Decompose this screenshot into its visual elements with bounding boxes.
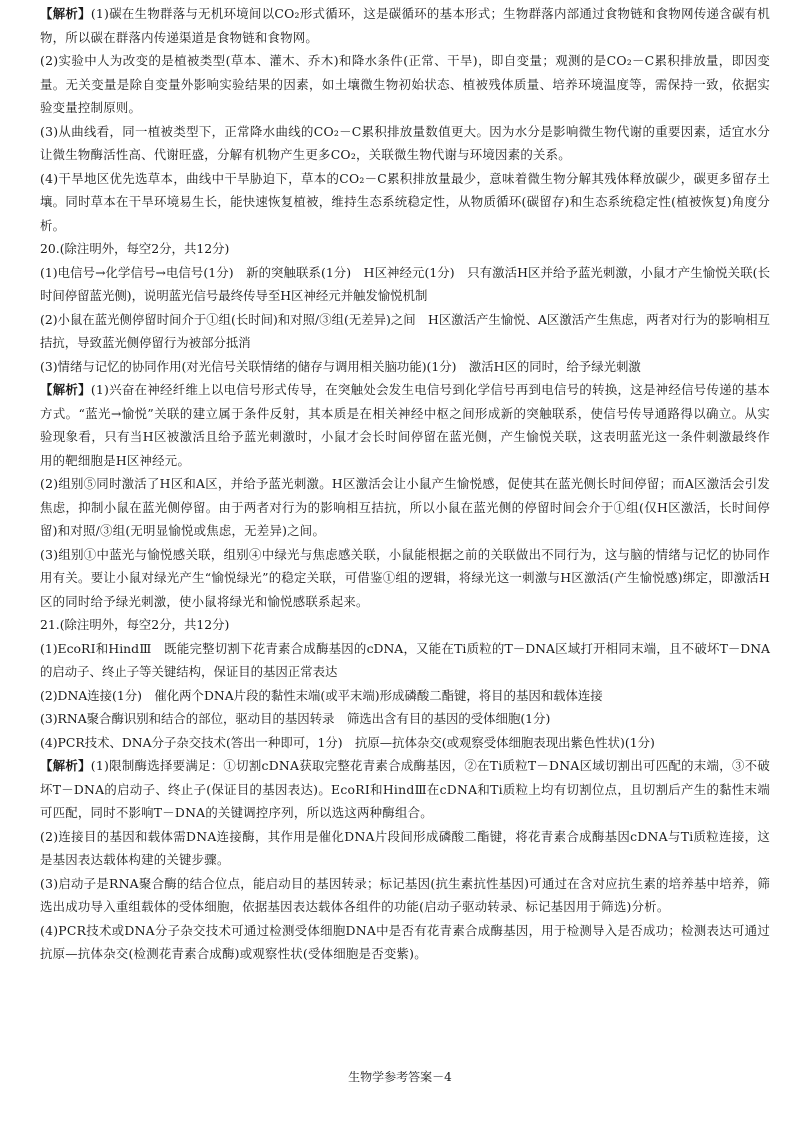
q21-analysis-3: (3)启动子是RNA聚合酶的结合位点，能启动目的基因转录；标记基因(抗生素抗性基因)可通过在含对应抗生素的培养基中培养，筛选出成功导入重组载体的受体细胞，依据基因表达载体各组件的功能(启动子驱动转录、标记基因用于筛选)分析。 [40,875,770,914]
q21-answer-1: (1)EcoRⅠ和HindⅢ 既能完整切割下花青素合成酶基因的cDNA，又能在Ti质粒的T－DNA区域打开相同末端，且不破坏T－DNA的启动子、终止子等关键结构，保证目的基因正常表达 [40,640,770,679]
analysis-tag: 【解析】 [40,382,91,397]
q19-analysis-1-text: (1)碳在生物群落与无机环境间以CO₂形式循环，这是碳循环的基本形式；生物群落内部通过食物链和食物网传递含碳有机物，所以碳在群落内传递渠道是食物链和食物网。 [40,6,770,45]
q21-header: 21.(除注明外，每空2分，共12分) [40,617,230,632]
q21-answer-3: (3)RNA聚合酶识别和结合的部位，驱动目的基因转录 筛选出含有目的基因的受体细胞(1分) [40,711,551,726]
q20-answer-2: (2)小鼠在蓝光侧停留时间介于①组(长时间)和对照/③组(无差异)之间 H区激活产生愉悦、A区激活产生焦虑，两者对行为的影响相互拮抗，导致蓝光侧停留行为被部分抵消 [40,311,770,350]
q19-analysis-1 [40,2,770,49]
analysis-tag: 【解析】 [40,6,91,21]
q20-analysis-1 [40,378,770,472]
q19-analysis-4: (4)干旱地区优先选草本，曲线中干旱胁迫下，草本的CO₂－C累积排放量最少，意味着微生物分解其残体释放碳少，碳更多留存土壤。同时草本在干旱环境易生长，能快速恢复植被，维持生态系统稳定性，从物质循环(碳留存)和生态系统稳定性(植被恢复)角度分析。 [40,170,770,233]
q20-analysis-1-text: (1)兴奋在神经纤维上以电信号形式传导，在突触处会发生电信号到化学信号再到电信号的转换，这是神经信号传递的基本方式。“蓝光→愉悦”关联的建立属于条件反射，其本质是在相关神经中枢之间形成新的突触联系，使信号传导通路得以确立。从实验现象看，只有当H区被激活且给予蓝光刺激时，小鼠才会长时间停留在蓝光侧，产生愉悦关联，这表明蓝光这一条件刺激最终作用的靶细胞是H区神经元。 [40,382,770,468]
page-footer: 生物学参考答案－4 [348,1070,452,1084]
q20-analysis-2: (2)组别⑤同时激活了H区和A区，并给予蓝光刺激。H区激活会让小鼠产生愉悦感，促使其在蓝光侧长时间停留；而A区激活会引发焦虑，抑制小鼠在蓝光侧停留。由于两者对行为的影响相互拮抗，所以小鼠在蓝光侧的停留时间会介于①组(仅H区激活，长时间停留)和对照/③组(无明显愉悦或焦虑，无差异)之间。 [40,476,770,538]
q19-analysis-2: (2)实验中人为改变的是植被类型(草本、灌木、乔木)和降水条件(正常、干旱)，即自变量；观测的是CO₂－C累积排放量，即因变量。无关变量是除自变量外影响实验结果的因素，如土壤微生物初始状态、植被残体质量、培养环境温度等，需保持一致，依据实验变量控制原则。 [40,53,770,115]
q21-analysis-2: (2)连接目的基因和载体需DNA连接酶，其作用是催化DNA片段间形成磷酸二酯键，将花青素合成酶基因cDNA与Ti质粒连接，这是基因表达载体构建的关键步骤。 [40,828,770,867]
q21-analysis-1-text: (1)限制酶选择要满足：①切割cDNA获取完整花青素合成酶基因，②在Ti质粒T－DNA区域切割出可匹配的末端，③不破坏T－DNA的启动子、终止子(保证目的基因表达)。EcoRⅠ和HindⅢ在cDNA和Ti质粒上均有切割位点，且切割后产生的黏性末端可匹配，同时不影响T－DNA的关键调控序列，所以选这两种酶组合。 [40,758,770,820]
q19-analysis-3: (3)从曲线看，同一植被类型下，正常降水曲线的CO₂－C累积排放量数值更大。因为水分是影响微生物代谢的重要因素，适宜水分让微生物酶活性高、代谢旺盛，分解有机物产生更多CO₂，关联微生物代谢与环境因素的关系。 [40,123,770,162]
answer-page [40,2,770,966]
q21-answer-4: (4)PCR技术、DNA分子杂交技术(答出一种即可，1分) 抗原—抗体杂交(或观察受体细胞表现出紫色性状)(1分) [40,734,655,750]
q20-answer-1: (1)电信号→化学信号→电信号(1分) 新的突触联系(1分) H区神经元(1分) 只有激活H区并给予蓝光刺激，小鼠才产生愉悦关联(长时间停留蓝光侧)，说明蓝光信号最终传导至H区神经元并触发愉悦机制 [40,264,770,303]
q21-answer-2: (2)DNA连接(1分) 催化两个DNA片段的黏性末端(或平末端)形成磷酸二酯键，将目的基因和载体连接 [40,687,603,703]
q20-header: 20.(除注明外，每空2分，共12分) [40,241,230,256]
q20-answer-3: (3)情绪与记忆的协同作用(对光信号关联情绪的储存与调用相关脑功能)(1分) 激活H区的同时，给予绿光刺激 [40,358,641,374]
analysis-tag: 【解析】 [40,758,91,773]
q21-analysis-4: (4)PCR技术或DNA分子杂交技术可通过检测受体细胞DNA中是否有花青素合成酶基因，用于检测导入是否成功；检测表达可通过抗原—抗体杂交(检测花青素合成酶)或观察性状(受体细胞是否变紫)。 [40,922,770,961]
q21-analysis-1 [40,754,770,825]
q20-analysis-3: (3)组别①中蓝光与愉悦感关联，组别④中绿光与焦虑感关联，小鼠能根据之前的关联做出不同行为，这与脑的情绪与记忆的协同作用有关。要让小鼠对绿光产生“愉悦绿光”的稳定关联，可借鉴①组的逻辑，将绿光这一刺激与H区激活(产生愉悦感)绑定，即激活H区的同时给予绿光刺激，使小鼠将绿光和愉悦感联系起来。 [40,546,770,609]
